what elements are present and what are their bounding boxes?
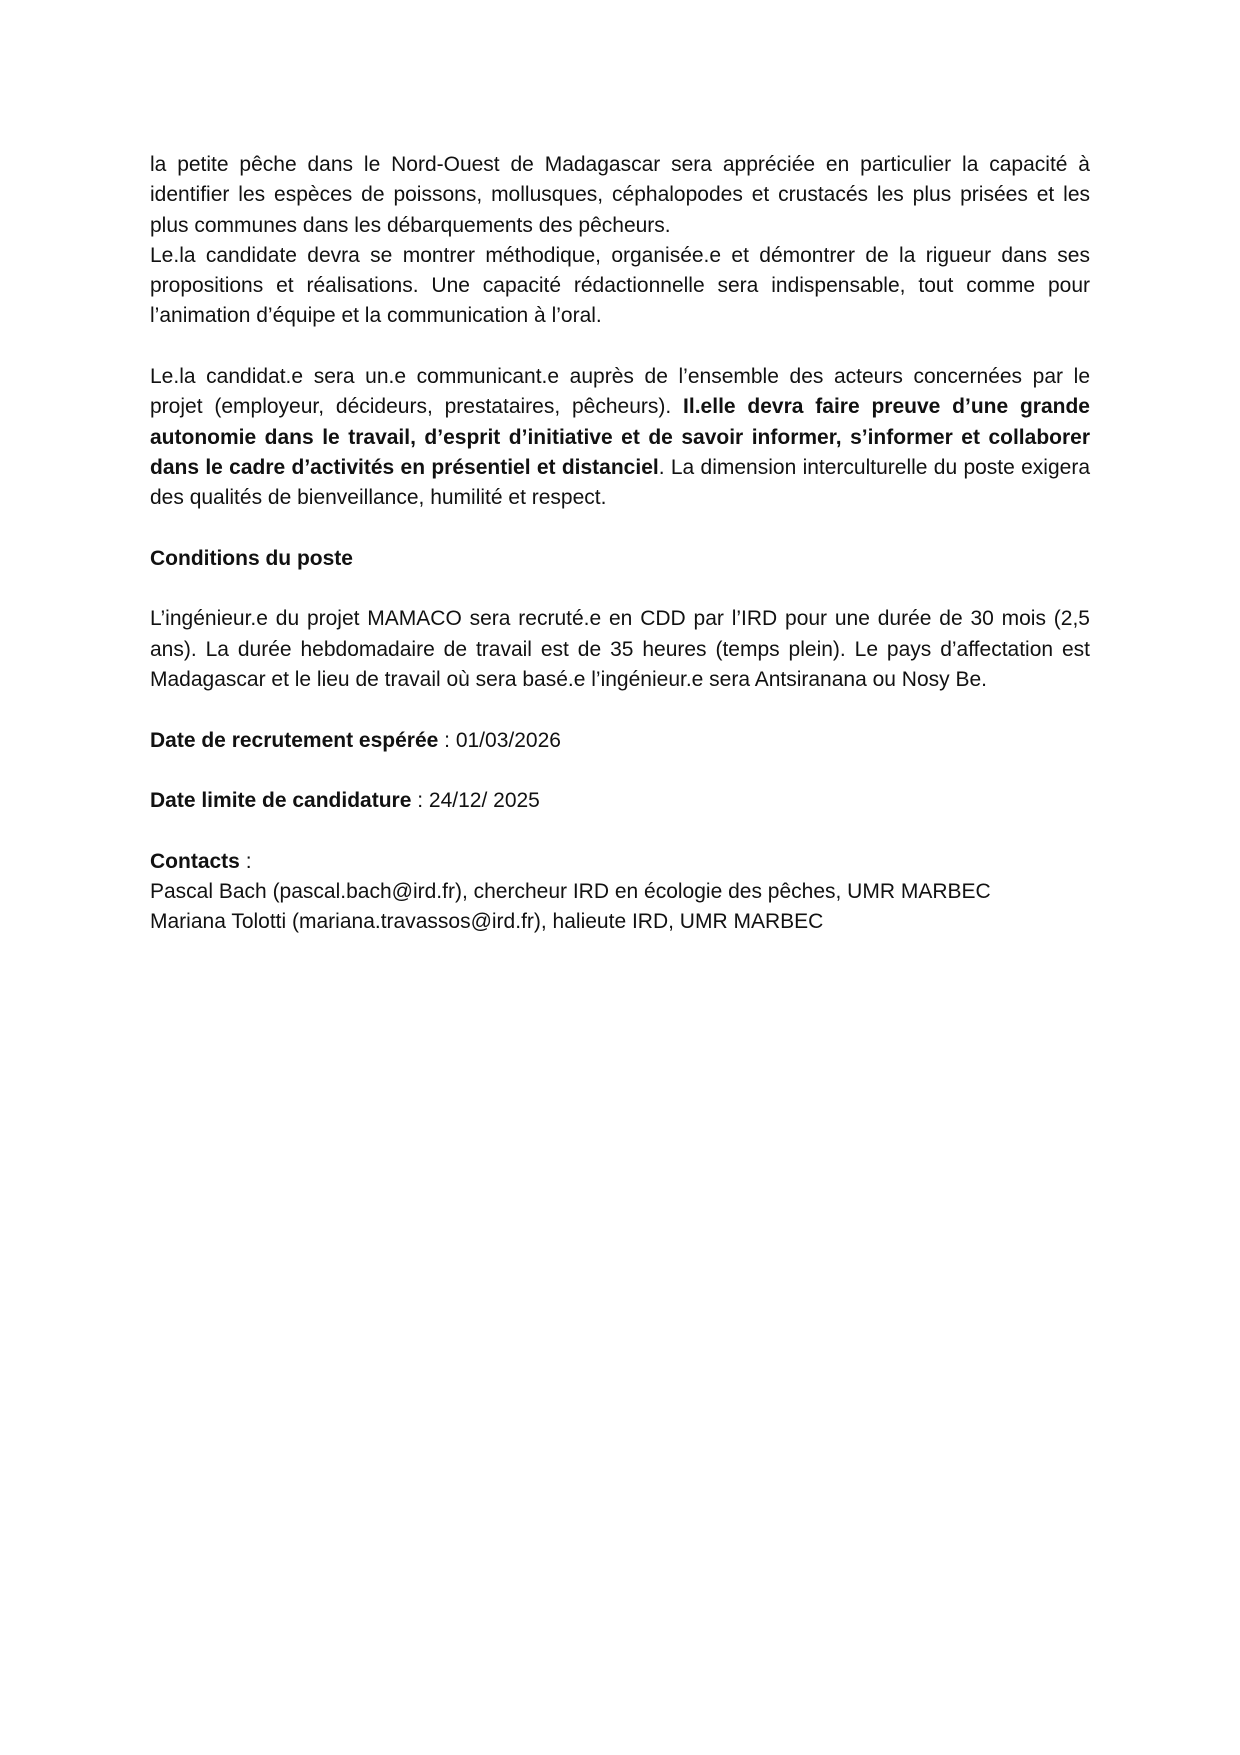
paragraph-communication: [150, 362, 1090, 513]
recruitment-date: [150, 726, 1090, 756]
contact-item: Pascal Bach (pascal.bach@ird.fr), chercheur IRD en écologie des pêches, UMR MARBEC: [150, 880, 991, 904]
contact-item: Mariana Tolotti (mariana.travassos@ird.fr), halieute IRD, UMR MARBEC: [150, 910, 824, 934]
conditions-heading: [150, 544, 1090, 574]
contacts-separator: :: [239, 849, 252, 873]
spacer: [150, 574, 1090, 604]
conditions-body: L’ingénieur.e du projet MAMACO sera recruté.e en CDD par l’IRD pour une durée de 30 mois (2,5 ans). La durée hebdomadaire de travail est de 35 heures (temps plein). Le pays d’affectation est Madagascar et le lieu de travail où sera basé.e l’ingénieur.e sera Antsiranana ou Nosy Be.: [150, 607, 1090, 692]
paragraph-communication-start: Le.la candidat.e sera un.e communicant.e auprès de l’ensemble des acteurs concernées par le projet (employeur, décideurs, prestataires, pêcheurs).: [150, 365, 1090, 419]
spacer: [150, 817, 1090, 847]
paragraph-communication-end: . La dimension interculturelle du poste exigera des qualités de bienveillance, humilité et respect.: [150, 455, 1091, 510]
paragraph-skills: la petite pêche dans le Nord-Ouest de Madagascar sera appréciée en particulier la capacité à identifier les espèces de poissons, mollusques, céphalopodes et crustacés les plus prisées et les plus communes dans les débarquements des pêcheurs.: [150, 153, 1090, 237]
spacer: [150, 695, 1090, 725]
recruitment-date-value: 01/03/2026: [455, 728, 561, 752]
application-deadline-value: 24/12/ 2025: [428, 789, 540, 813]
spacer: [150, 756, 1090, 786]
paragraph-qualities: Le.la candidate devra se montrer méthodique, organisée.e et démontrer de la rigueur dans ses propositions et réalisations. Une capacité rédactionnelle sera indispensable, tout comme pour l’animation d’équipe et la communication à l’oral.: [150, 243, 1090, 328]
application-deadline-label: Date limite de candidature: [150, 789, 412, 813]
document-page: [150, 150, 1090, 938]
spacer: [150, 514, 1090, 544]
contacts-heading: [150, 847, 1090, 877]
application-deadline-separator: :: [411, 789, 429, 813]
conditions-heading-text: Conditions du poste: [150, 546, 353, 570]
recruitment-date-label: Date de recrutement espérée: [150, 728, 439, 752]
spacer: [150, 332, 1090, 362]
application-deadline: [150, 786, 1090, 816]
contacts-label: Contacts: [150, 849, 240, 873]
recruitment-date-separator: :: [438, 728, 456, 752]
paragraph-communication-bold: Il.elle devra faire preuve d’une grande autonomie dans le travail, d’esprit d’initiative et de savoir informer, s’informer et collaborer dans le cadre d’activités en présentiel et distanciel: [150, 395, 1090, 479]
